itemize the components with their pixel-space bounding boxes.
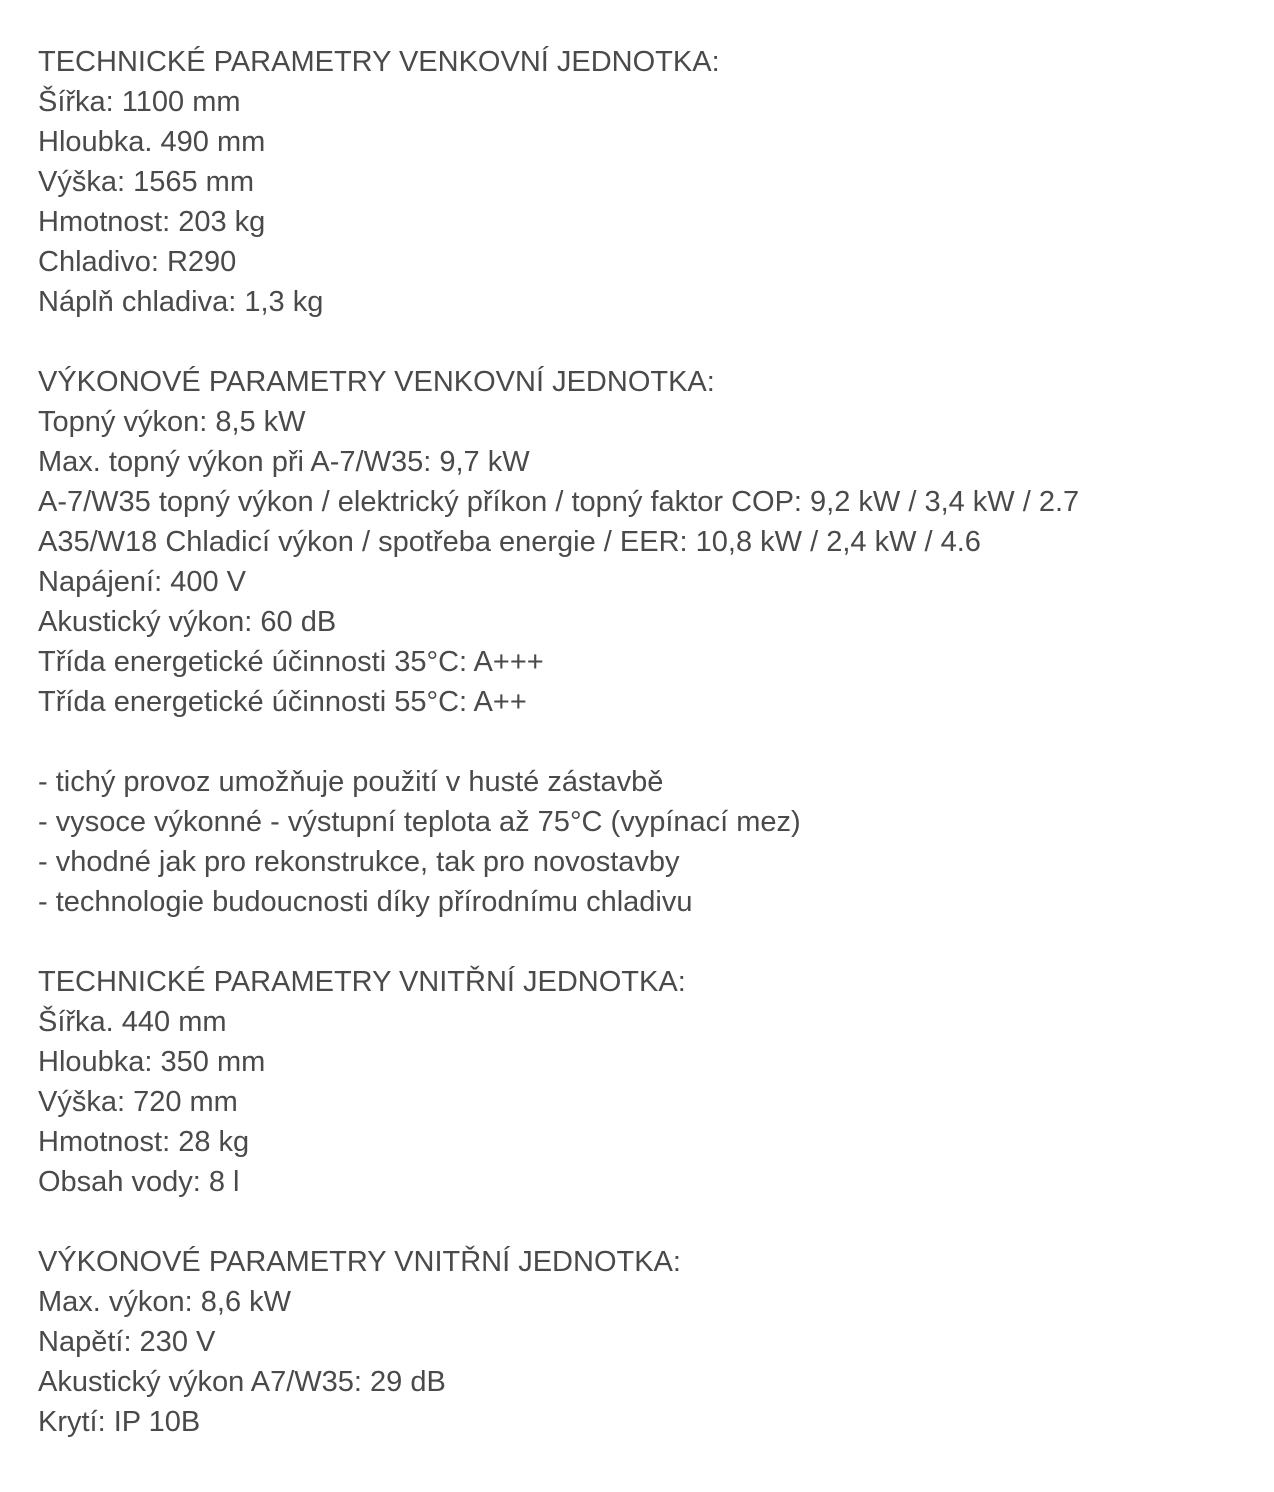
feature-item: - technologie budoucnosti díky přírodnímu chladivu	[38, 886, 693, 918]
spec-line: Hloubka: 350 mm	[38, 1046, 266, 1078]
spec-line: Obsah vody: 8 l	[38, 1166, 240, 1198]
spec-line: Hmotnost: 203 kg	[38, 206, 266, 238]
spec-line: A-7/W35 topný výkon / elektrický příkon / topný faktor COP: 9,2 kW / 3,4 kW / 2.7	[38, 486, 1080, 518]
spec-line: Výška: 1565 mm	[38, 166, 254, 198]
spec-line: Šířka: 1100 mm	[38, 86, 241, 118]
spec-line: Krytí: IP 10B	[38, 1406, 201, 1438]
section-heading: VÝKONOVÉ PARAMETRY VNITŘNÍ JEDNOTKA:	[38, 1246, 681, 1278]
outdoor-performance-section	[38, 362, 1258, 722]
features-list	[38, 762, 1258, 922]
outdoor-technical-section	[38, 42, 1258, 322]
section-heading: TECHNICKÉ PARAMETRY VNITŘNÍ JEDNOTKA:	[38, 966, 686, 998]
spec-line: Napájení: 400 V	[38, 566, 246, 598]
spec-line: Výška: 720 mm	[38, 1086, 238, 1118]
spec-line: Chladivo: R290	[38, 246, 237, 278]
feature-item: - vhodné jak pro rekonstrukce, tak pro novostavby	[38, 846, 680, 878]
product-spec-document	[38, 42, 1258, 1442]
indoor-performance-section	[38, 1242, 1258, 1442]
spec-line: Třída energetické účinnosti 55°C: A++	[38, 686, 527, 718]
spec-line: Šířka. 440 mm	[38, 1006, 227, 1038]
spec-line: Max. výkon: 8,6 kW	[38, 1286, 292, 1318]
indoor-technical-section	[38, 962, 1258, 1202]
spec-line: Topný výkon: 8,5 kW	[38, 406, 306, 438]
spec-line: Hloubka. 490 mm	[38, 126, 266, 158]
spec-line: Max. topný výkon při A-7/W35: 9,7 kW	[38, 446, 530, 478]
section-heading: VÝKONOVÉ PARAMETRY VENKOVNÍ JEDNOTKA:	[38, 366, 715, 398]
spec-line: Akustický výkon: 60 dB	[38, 606, 337, 638]
spec-line: A35/W18 Chladicí výkon / spotřeba energie / EER: 10,8 kW / 2,4 kW / 4.6	[38, 526, 981, 558]
spec-line: Napětí: 230 V	[38, 1326, 216, 1358]
feature-item: - tichý provoz umožňuje použití v husté zástavbě	[38, 766, 664, 798]
feature-item: - vysoce výkonné - výstupní teplota až 75°C (vypínací mez)	[38, 806, 801, 838]
spec-line: Hmotnost: 28 kg	[38, 1126, 250, 1158]
spec-line: Akustický výkon A7/W35: 29 dB	[38, 1366, 446, 1398]
spec-line: Náplň chladiva: 1,3 kg	[38, 286, 324, 318]
spec-line: Třída energetické účinnosti 35°C: A+++	[38, 646, 544, 678]
section-heading: TECHNICKÉ PARAMETRY VENKOVNÍ JEDNOTKA:	[38, 46, 720, 78]
